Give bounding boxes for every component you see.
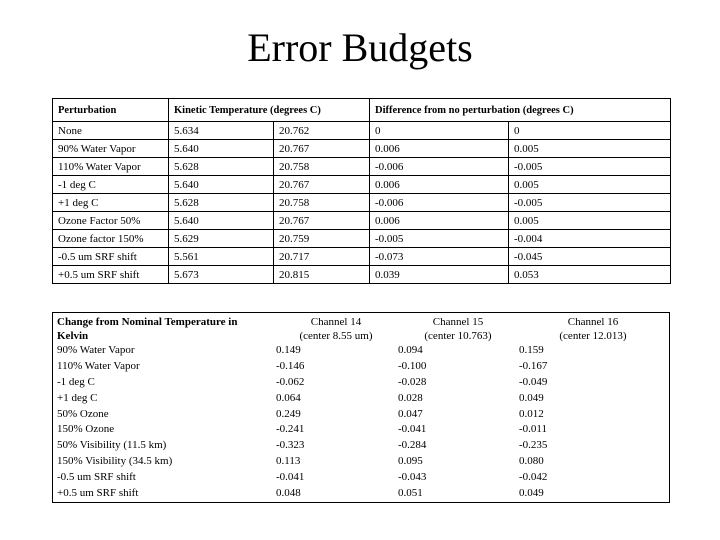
channel-15-value: -0.284 — [398, 439, 427, 452]
channel-14-value: 0.149 — [276, 344, 301, 356]
list-item: 50% Ozone — [57, 407, 109, 420]
table-cell: Ozone Factor 50% — [53, 212, 169, 230]
channel-15-value: -0.028 — [398, 375, 427, 388]
table-cell: 20.759 — [274, 230, 370, 248]
channel-16-center: (center 12.013) — [559, 330, 627, 342]
table-cell: 5.629 — [169, 230, 274, 248]
channel-15-column — [398, 315, 518, 502]
list-item: 150% Ozone — [57, 423, 115, 436]
channel-16-name: Channel 16 — [567, 316, 619, 328]
channel-16-value: -0.042 — [519, 471, 548, 484]
table-header-row — [53, 99, 671, 122]
table-cell: -0.005 — [370, 230, 509, 248]
header-label-line2: Kelvin — [57, 330, 89, 342]
channel-14-value: 0.249 — [276, 407, 301, 420]
table-cell: 20.762 — [274, 122, 370, 140]
table-cell: 110% Water Vapor — [53, 158, 169, 176]
table-row — [53, 140, 671, 158]
page-title: Error Budgets — [247, 25, 473, 70]
table-row — [53, 194, 671, 212]
table-cell: 0.039 — [370, 266, 509, 284]
table-cell: 5.673 — [169, 266, 274, 284]
table-row — [53, 248, 671, 266]
table-cell: -0.006 — [370, 194, 509, 212]
table-cell: -0.073 — [370, 248, 509, 266]
list-item: 150% Visibility (34.5 km) — [57, 455, 173, 468]
list-item: 90% Water Vapor — [57, 344, 135, 356]
table-row — [53, 266, 671, 284]
table-cell: 90% Water Vapor — [53, 140, 169, 158]
channel-16-value: -0.235 — [519, 439, 548, 452]
table-cell: -0.5 um SRF shift — [53, 248, 169, 266]
channel-16-value: 0.049 — [519, 487, 544, 500]
channel-14-column — [276, 315, 396, 502]
channel-16-value: 0.159 — [519, 344, 544, 356]
list-item: 50% Visibility (11.5 km) — [57, 439, 167, 452]
table-cell: 5.640 — [169, 140, 274, 158]
table-cell: 0 — [370, 122, 509, 140]
table-cell: 5.628 — [169, 194, 274, 212]
channel-16-column — [519, 315, 667, 502]
header-label-line1: Change from Nominal Temperature in — [57, 316, 238, 328]
table-cell: 5.640 — [169, 212, 274, 230]
table-cell: 0 — [509, 122, 671, 140]
table-cell: 20.815 — [274, 266, 370, 284]
list-item: -0.5 um SRF shift — [57, 471, 136, 484]
label-column — [57, 315, 272, 502]
table-cell: 20.717 — [274, 248, 370, 266]
table-cell: 0.006 — [370, 212, 509, 230]
table-cell: 20.758 — [274, 194, 370, 212]
table-row — [53, 158, 671, 176]
table-cell: 20.767 — [274, 176, 370, 194]
channel-14-value: 0.113 — [276, 455, 301, 468]
label-column-header — [57, 315, 272, 343]
table-cell: 0.006 — [370, 176, 509, 194]
table-row — [53, 230, 671, 248]
channel-16-value: -0.167 — [519, 359, 548, 372]
table-cell: -0.004 — [509, 230, 671, 248]
table-cell: 5.640 — [169, 176, 274, 194]
channel-14-value: 0.048 — [276, 487, 301, 500]
table-cell: -0.005 — [509, 158, 671, 176]
table-cell: 5.561 — [169, 248, 274, 266]
channel-15-value: 0.095 — [398, 455, 423, 468]
table-cell: 20.758 — [274, 158, 370, 176]
channel-14-header — [276, 315, 396, 343]
list-item: +0.5 um SRF shift — [57, 487, 139, 500]
table-cell: -0.005 — [509, 194, 671, 212]
list-item: +1 deg C — [57, 391, 98, 404]
channel-15-value: -0.043 — [398, 471, 427, 484]
perturbation-table — [52, 98, 671, 284]
table-cell: 0.053 — [509, 266, 671, 284]
table-cell: +0.5 um SRF shift — [53, 266, 169, 284]
channel-15-value: 0.047 — [398, 407, 423, 420]
channel-14-value: -0.241 — [276, 423, 305, 436]
header-difference: Difference from no perturbation (degrees C) — [370, 99, 671, 122]
table-cell: -0.006 — [370, 158, 509, 176]
channel-16-header — [519, 315, 667, 343]
channel-16-value: -0.049 — [519, 375, 548, 388]
channel-16-value: 0.012 — [519, 407, 544, 420]
table-cell: Ozone factor 150% — [53, 230, 169, 248]
channel-16-value: 0.080 — [519, 455, 544, 468]
list-item: 110% Water Vapor — [57, 359, 140, 372]
channel-14-value: 0.064 — [276, 391, 301, 404]
channel-14-value: -0.041 — [276, 471, 305, 484]
channel-16-value: 0.049 — [519, 391, 544, 404]
channel-14-value: -0.146 — [276, 359, 305, 372]
channel-15-value: 0.051 — [398, 487, 423, 500]
table-cell: 5.628 — [169, 158, 274, 176]
channel-15-value: -0.041 — [398, 423, 427, 436]
channel-14-center: (center 8.55 um) — [299, 330, 373, 342]
list-item: -1 deg C — [57, 375, 95, 388]
table-cell: 0.005 — [509, 140, 671, 158]
table-cell: +1 deg C — [53, 194, 169, 212]
channel-15-header — [398, 315, 518, 343]
table-cell: -0.045 — [509, 248, 671, 266]
channel-15-value: 0.094 — [398, 344, 423, 356]
table-cell: 20.767 — [274, 140, 370, 158]
table-row — [53, 212, 671, 230]
channel-14-value: -0.323 — [276, 439, 305, 452]
channel-change-table — [52, 312, 670, 503]
channel-14-value: -0.062 — [276, 375, 305, 388]
channel-15-value: 0.028 — [398, 391, 423, 404]
table-cell: 0.006 — [370, 140, 509, 158]
header-kinetic-temperature: Kinetic Temperature (degrees C) — [169, 99, 370, 122]
header-perturbation: Perturbation — [53, 99, 169, 122]
table-cell: None — [53, 122, 169, 140]
table-row — [53, 176, 671, 194]
channel-15-value: -0.100 — [398, 359, 427, 372]
table-cell: -1 deg C — [53, 176, 169, 194]
table-row — [53, 122, 671, 140]
channel-14-name: Channel 14 — [310, 316, 362, 328]
table-cell: 0.005 — [509, 176, 671, 194]
channel-16-value: -0.011 — [519, 423, 548, 436]
table-cell: 5.634 — [169, 122, 274, 140]
table-cell: 0.005 — [509, 212, 671, 230]
channel-15-center: (center 10.763) — [424, 330, 492, 342]
table-cell: 20.767 — [274, 212, 370, 230]
channel-15-name: Channel 15 — [432, 316, 484, 328]
